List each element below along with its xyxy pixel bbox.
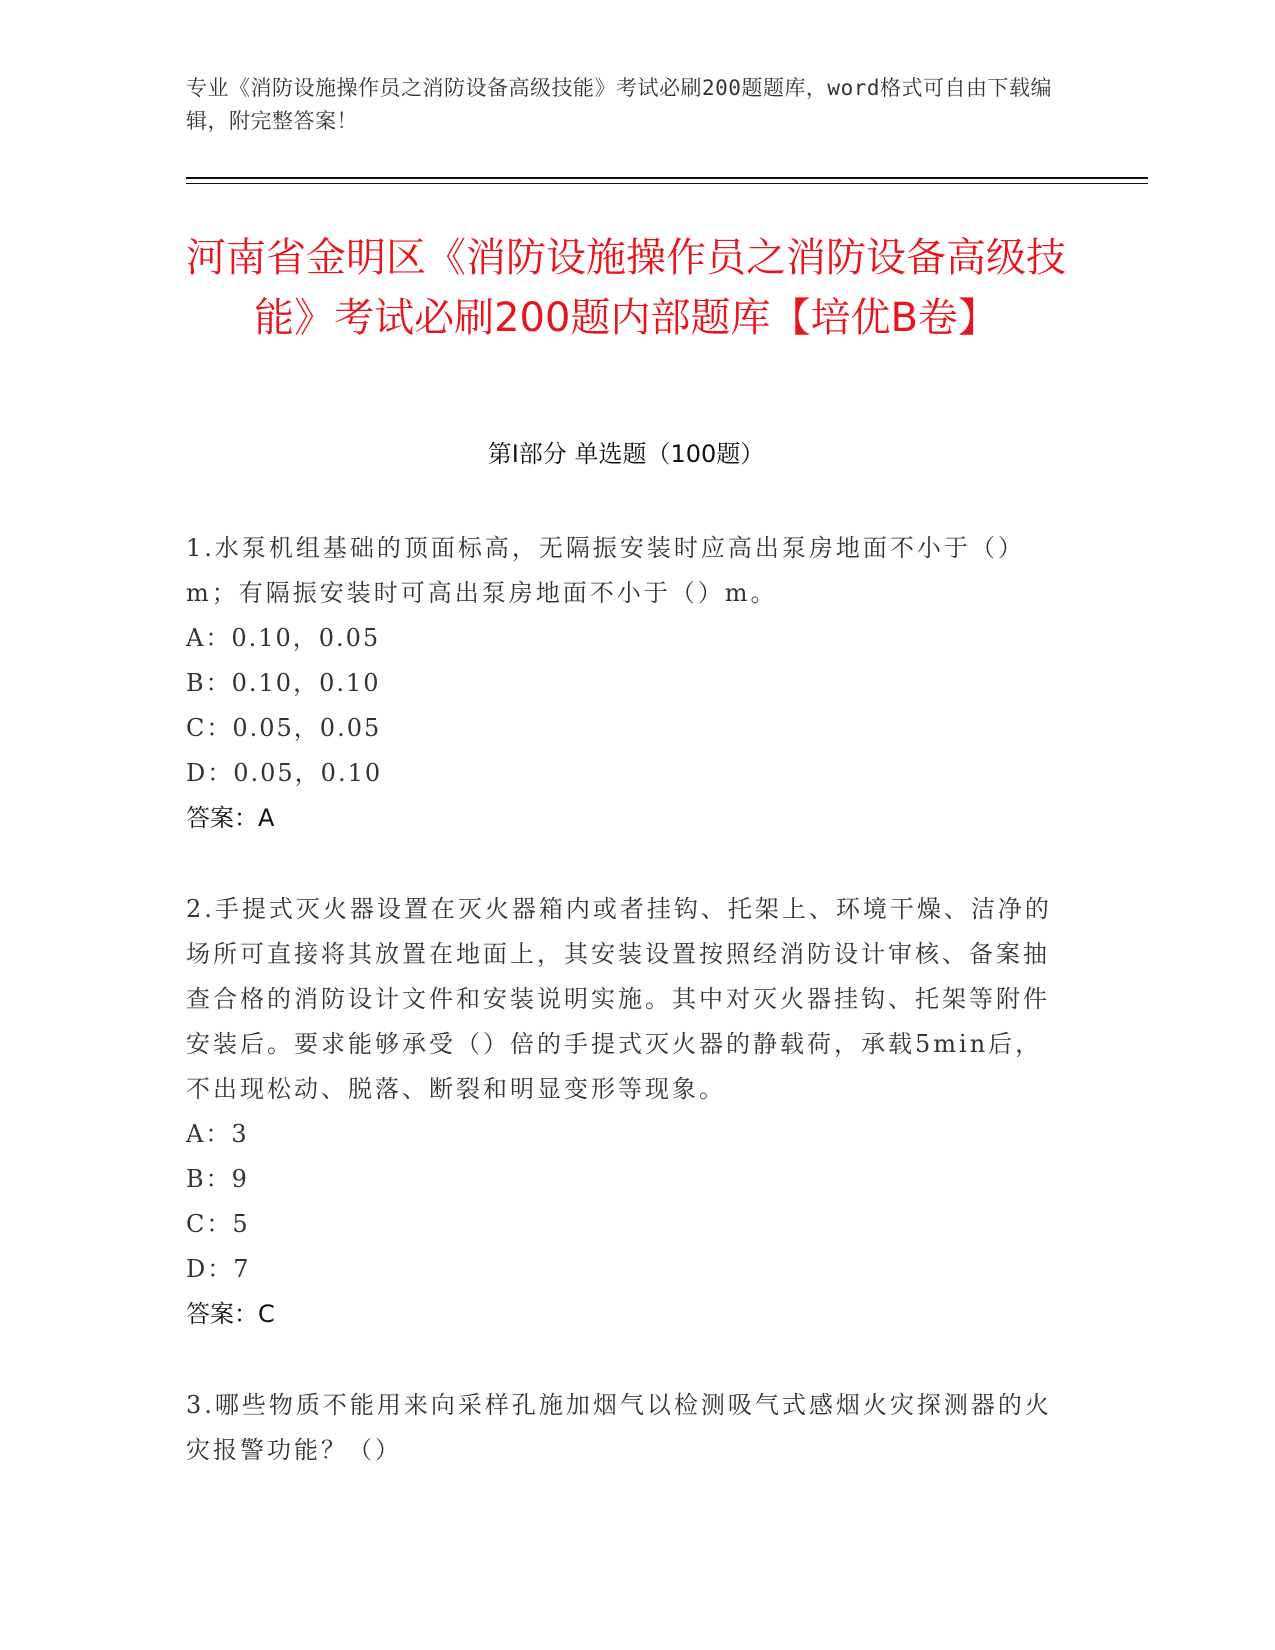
question-2 xyxy=(186,887,1066,1337)
option-d: D：7 xyxy=(186,1255,251,1283)
option-a: A：0.10，0.05 xyxy=(186,624,381,652)
option-b: B：9 xyxy=(186,1165,249,1193)
question-stem: 1.水泵机组基础的顶面标高，无隔振安装时应高出泵房地面不小于（）m；有隔振安装时可高出泵房地面不小于（）m。 xyxy=(186,534,1025,607)
answer-label: 答案：A xyxy=(186,804,275,832)
question-stem: 2.手提式灭火器设置在灭火器箱内或者挂钩、托架上、环境干燥、洁净的场所可直接将其放置在地面上，其安装设置按照经消防设计审核、备案抽查合格的消防设计文件和安装说明实施。其中对灭火器挂钩、托架等附件安装后。要求能够承受（）倍的手提式灭火器的静载荷，承载5min后，不出现松动、脱落、断裂和明显变形等现象。 xyxy=(186,895,1052,1103)
document-title: 河南省金明区《消防设施操作员之消防设备高级技能》考试必刷200题内部题库【培优B卷】 xyxy=(186,235,1066,341)
option-b: B：0.10，0.10 xyxy=(186,669,381,697)
option-d: D：0.05，0.10 xyxy=(186,759,383,787)
question-stem: 3.哪些物质不能用来向采样孔施加烟气以检测吸气式感烟火灾探测器的火灾报警功能？（） xyxy=(186,1391,1052,1464)
question-1 xyxy=(186,526,1066,841)
header-note: 专业《消防设施操作员之消防设备高级技能》考试必刷200题题库，word格式可自由下载编辑，附完整答案！ xyxy=(186,76,1052,133)
header-divider-thick xyxy=(186,177,1148,179)
answer-label: 答案：C xyxy=(186,1300,275,1328)
section-title: 第I部分 单选题（100题） xyxy=(487,440,765,468)
option-c: C：0.05，0.05 xyxy=(186,714,382,742)
question-3 xyxy=(186,1383,1066,1473)
question-list xyxy=(186,526,1066,1519)
option-a: A：3 xyxy=(186,1120,249,1148)
option-c: C：5 xyxy=(186,1210,250,1238)
header-divider-thin xyxy=(186,183,1148,184)
